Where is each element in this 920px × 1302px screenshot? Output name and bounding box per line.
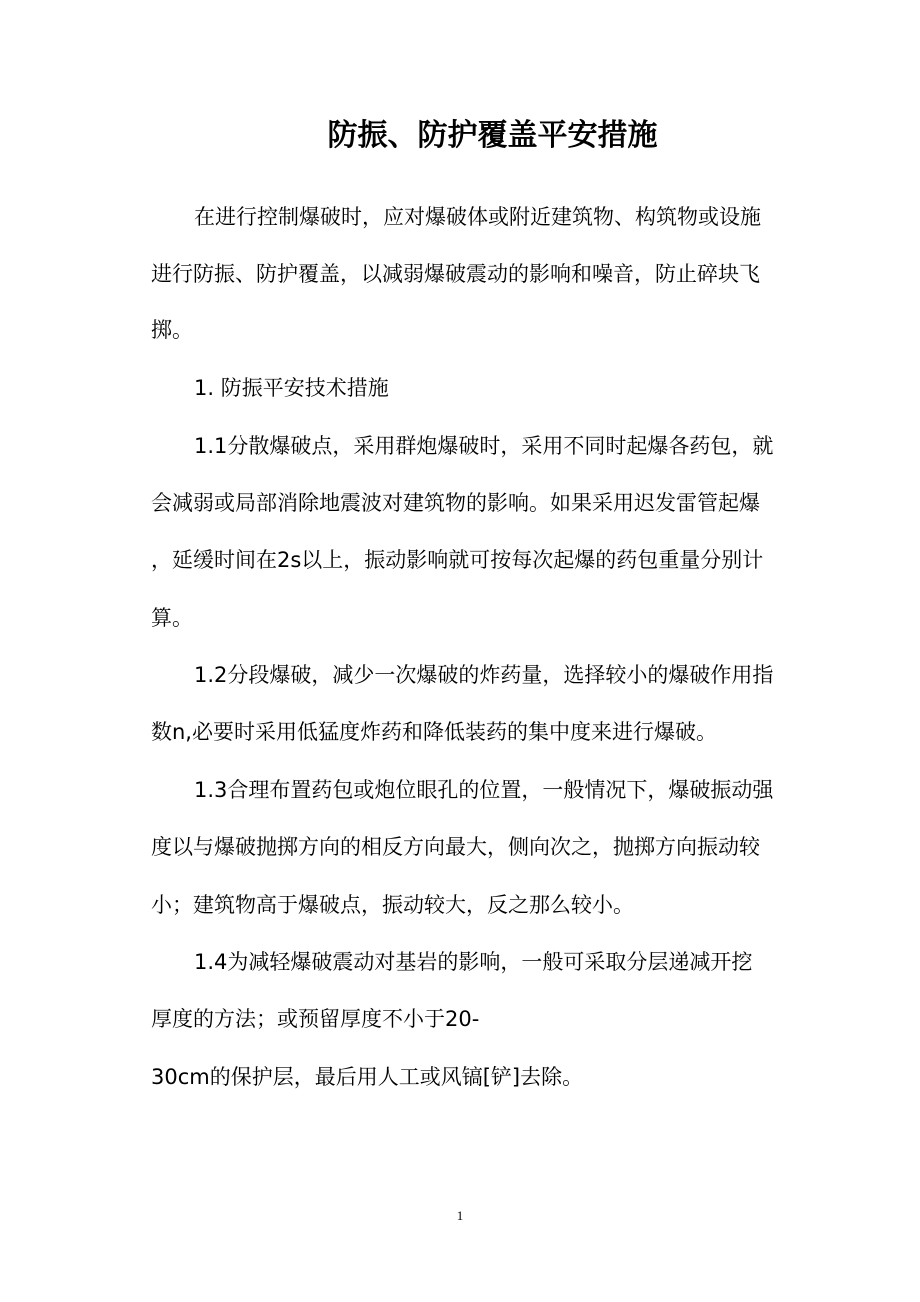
paragraph-line: 在进行控制爆破时，应对爆破体或附近建筑物、构筑物或设施 — [194, 205, 761, 229]
paragraph-line: 数n,必要时采用低猛度炸药和降低装药的集中度来进行爆破。 — [151, 720, 717, 744]
paragraph-line: ，延缓时间在2s以上，振动影响就可按每次起爆的药包重量分别计 — [151, 548, 764, 572]
paragraph-line: 厚度的方法；或预留厚度不小于20- — [151, 1007, 480, 1031]
paragraph-line: 1.3合理布置药包或炮位眼孔的位置，一般情况下，爆破振动强 — [194, 778, 774, 802]
paragraph-line: 30cm的保护层，最后用人工或风镐[铲]去除。 — [151, 1065, 584, 1089]
paragraph-line: 1.4为减轻爆破震动对基岩的影响，一般可采取分层递减开挖 — [194, 950, 753, 974]
paragraph-line: 掷。 — [151, 318, 193, 342]
paragraph-line: 1.1分散爆破点，采用群炮爆破时，采用不同时起爆各药包，就 — [194, 434, 774, 458]
paragraph-line: 小；建筑物高于爆破点，振动较大，反之那么较小。 — [151, 893, 634, 917]
paragraph-line: 1.2分段爆破，减少一次爆破的炸药量，选择较小的爆破作用指 — [194, 663, 774, 687]
paragraph-line: 算。 — [151, 606, 193, 630]
document-title: 防振、防护覆盖平安措施 — [327, 118, 658, 153]
paragraph-line: 进行防振、防护覆盖，以减弱爆破震动的影响和噪音，防止碎块飞 — [151, 262, 760, 286]
page-number: 1 — [456, 1208, 464, 1223]
paragraph-line: 会减弱或局部消除地震波对建筑物的影响。如果采用迟发雷管起爆 — [151, 491, 760, 515]
paragraph-line: 度以与爆破抛掷方向的相反方向最大，侧向次之，抛掷方向振动较 — [151, 835, 760, 859]
section-heading: 1. 防振平安技术措施 — [194, 376, 389, 400]
